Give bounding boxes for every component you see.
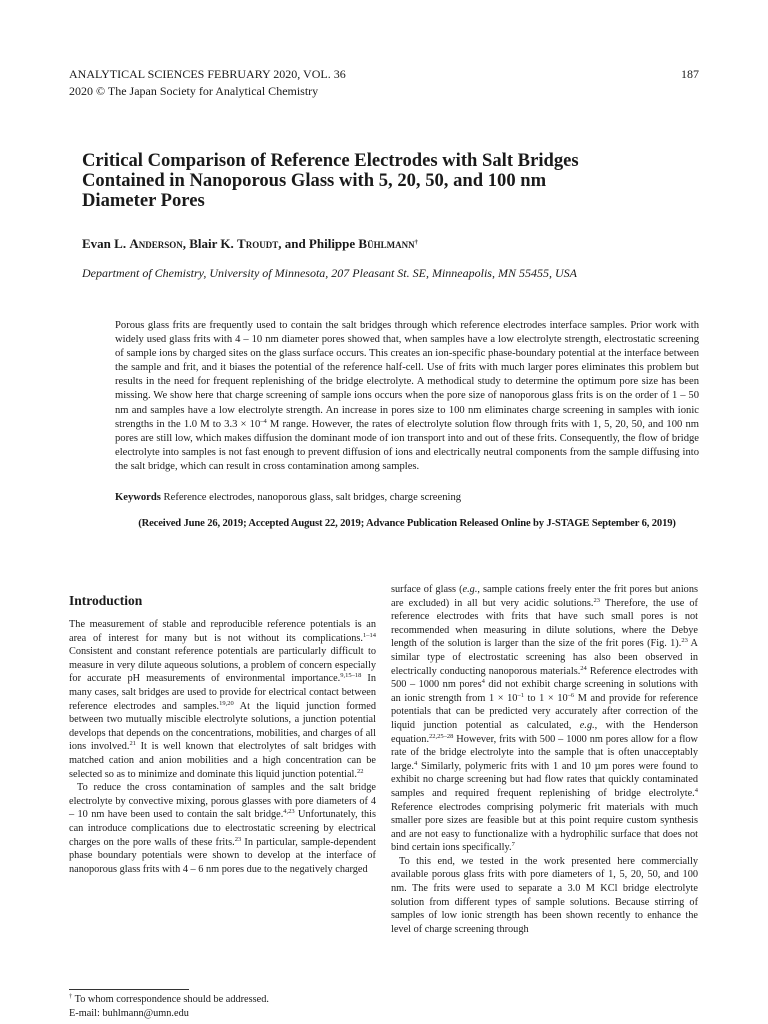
- body-text: M and provide for reference potentials that can be predicted very accurately after correction of the liquid junction potential as calculated,: [391, 692, 698, 731]
- paragraph: [69, 781, 376, 876]
- citation: 4: [481, 678, 485, 686]
- body-text: A similar type of electrostatic screening has also been observed in electrically conducting nanoporous materials.: [391, 638, 698, 677]
- superscript: –1: [517, 691, 524, 699]
- copyright-line: 2020 © The Japan Society for Analytical Chemistry: [69, 84, 319, 98]
- citation: 7: [511, 841, 515, 849]
- author-surname: Bühlmann: [358, 236, 415, 251]
- superscript: –4: [260, 417, 267, 425]
- journal-header: ANALYTICAL SCIENCES FEBRUARY 2020, VOL. 36: [69, 67, 346, 81]
- author-first: Evan L.: [82, 236, 130, 251]
- keywords: [115, 492, 461, 503]
- body-text: It is well known that electrolytes of salt bridges with matched cation and anion mobilities and a high concentration can be selected so as to minimize and dominate this liquid junction potential.: [69, 741, 376, 780]
- footnote-rule: [69, 989, 189, 990]
- citation: 23: [593, 596, 600, 604]
- citation: 4: [694, 786, 698, 794]
- body-text: However, frits with 500 – 1000 nm pores allow for a flow rate of the bridge electrolyte into the sample that is often unacceptably large.: [391, 733, 698, 772]
- italic-text: e.g.: [579, 719, 595, 731]
- citation: 4,23: [283, 808, 295, 816]
- section-heading: Introduction: [69, 593, 143, 608]
- author-separator: , and Philippe: [278, 236, 359, 251]
- citation: 19,20: [219, 699, 234, 707]
- right-column: [391, 583, 698, 936]
- italic-text: e.g.: [462, 584, 478, 595]
- footnote-mark: †: [69, 993, 73, 1000]
- keywords-text: Reference electrodes, nanoporous glass, salt bridges, charge screening: [160, 492, 462, 503]
- paragraph: [391, 583, 698, 855]
- citation: 1–14: [363, 631, 376, 639]
- body-text: , with the Henderson equation.: [391, 719, 698, 745]
- author-separator: , Blair K.: [182, 236, 238, 251]
- body-text: In particular, sample-dependent phase boundary potentials were shown to develop at the interface of nanoporous glass frits with 4 – 6 nm pores due to the negatively charged: [69, 836, 376, 875]
- body-text: To reduce the cross contamination of samples and the salt bridge electrolyte by convective mixing, porous glasses with pore diameters of 4 – 10 nm have been used to contain the salt bridge.: [69, 782, 376, 821]
- footnote-email: E-mail: buhlmann@umn.edu: [69, 1007, 189, 1019]
- paragraph: [69, 618, 376, 781]
- author-surname: Anderson: [129, 236, 183, 251]
- citation: 9,15–18: [340, 672, 362, 680]
- title-line: Diameter Pores: [82, 190, 205, 211]
- body-text: Consistent and constant reference potentials are particularly difficult to measure in very dilute aqueous solutions, a problem of concern especially for accurate pH measurements of environmental importance.: [69, 646, 376, 685]
- left-column: [69, 618, 376, 876]
- paragraph: To this end, we tested in the work presented here commercially available porous glass frits with pore diameters of 1, 5, 20, 50, and 100 nm. The frits were used to separate a 3.0 M KCl bridge electrolyte solution from different types of sample solutions. Because stirring of samples of low ionic strength has been shown recently to enhance the level of charge screening through: [391, 855, 698, 935]
- title-line: Contained in Nanoporous Glass with 5, 20, 50, and 100 nm: [82, 170, 547, 191]
- citation: 21: [129, 740, 136, 748]
- author-list: [82, 236, 418, 252]
- citation: 23: [681, 637, 688, 645]
- citation: 24: [580, 664, 587, 672]
- body-text: did not exhibit charge screening in solutions with an ionic strength from 1 × 10: [391, 679, 698, 704]
- author-surname: Troudt: [237, 236, 279, 251]
- title-line: Critical Comparison of Reference Electrodes with Salt Bridges: [82, 150, 579, 171]
- received-dates: (Received June 26, 2019; Accepted August 22, 2019; Advance Publication Released Online by J-STAGE September 6, 2019): [138, 518, 676, 529]
- body-text: Therefore, the use of reference electrodes with frits that have such small pores is not recommended when measuring in dilute solutions, where the Debye length of the solution is larger than the size of the frit pores (Fig. 1).: [391, 597, 698, 650]
- body-text: Reference electrodes with 500 – 1000 nm pores: [391, 665, 698, 691]
- body-text: In many cases, salt bridges are used to provide for electrical contact between reference electrodes and samples.: [69, 673, 377, 712]
- article-title: [82, 151, 722, 211]
- footnote: [69, 993, 269, 1020]
- body-text: , sample cations freely enter the frit pores but anions are excluded) in all but very acidic solutions.: [391, 584, 698, 609]
- citation: 22: [356, 767, 364, 775]
- body-text: Similarly, polymeric frits with 1 and 10 µm pores were found to exhibit no charge screening but had flow rates that quickly contaminated samples and required frequent replenishing of bridge electrolyte.: [391, 760, 698, 799]
- body-text: At the liquid junction formed between two mutually miscible electrolyte solutions, a junction potential develops that depends on the concentrations, mobilities, and charges of all ions involved.: [69, 700, 376, 753]
- affiliation: Department of Chemistry, University of Minnesota, 207 Pleasant St. SE, Minneapolis, MN 55455, USA: [82, 266, 577, 280]
- footnote-text: To whom correspondence should be addressed.: [72, 994, 269, 1005]
- citation: 23: [234, 835, 242, 843]
- keywords-label: Keywords: [115, 492, 161, 503]
- body-text: surface of glass (: [391, 584, 463, 595]
- superscript: –6: [567, 691, 575, 699]
- body-text: to 1 × 10: [523, 692, 568, 704]
- abstract-text: M range. However, the rates of electrolyte solution flow through frits with 1, 5, 20, 50, and 100 nm pores are still low, which makes diffusion the dominant mode of ion transport into and out of these frits. Consequently, the flow of bridge electrolyte into samples is not fast enough to prevent diffusion of ions and electrically neutral components from the sample diffusing into the salt bridge, which can result in cross contamination among samples.: [115, 418, 699, 472]
- abstract-text: Porous glass frits are frequently used to contain the salt bridges through which reference electrodes interface samples. Prior work with widely used glass frits with 4 – 10 nm diameter pores showed that, when samples have a low electrolyte strength, electrostatic screening of sample ions by charged sites on the glass surface occurs. This creates an ion-specific phase-boundary potential at the interface between the sample and frit, and it biases the potential of the reference half-cell. Use of frits with much larger pores eliminates this problem but results in the need for frequent replenishing of the bridge electrolyte. A methodical study to determine the optimum pore size has been missing. We show here that charge screening of sample ions occurs when the pore size of nanoporous glass frits is on the order of 1 – 50 nm and samples have a low electrolyte strength. An increase in pores size to 100 nm eliminates charge screening in samples with ionic strengths in the 1.0 M to 3.3 × 10: [115, 320, 699, 430]
- body-text: Reference electrodes comprising polymeric frit materials with much smaller pore sizes are feasible but at this point require custom synthesis and are not easy to functionalize with a hydrophilic surface that does not bind certain ions specifically.: [391, 801, 698, 854]
- corresponding-mark: †: [414, 239, 418, 246]
- citation: 4: [413, 759, 418, 767]
- body-text: Unfortunately, this can introduce complications due to electrostatic screening by electrical charges on the pore walls of these frits.: [69, 809, 376, 848]
- citation: 22,25–28: [429, 732, 454, 740]
- abstract: [115, 319, 699, 474]
- body-text: The measurement of stable and reproducible reference potentials is an area of interest for many but is not without its complications.: [69, 619, 376, 644]
- page-number: 187: [681, 67, 699, 81]
